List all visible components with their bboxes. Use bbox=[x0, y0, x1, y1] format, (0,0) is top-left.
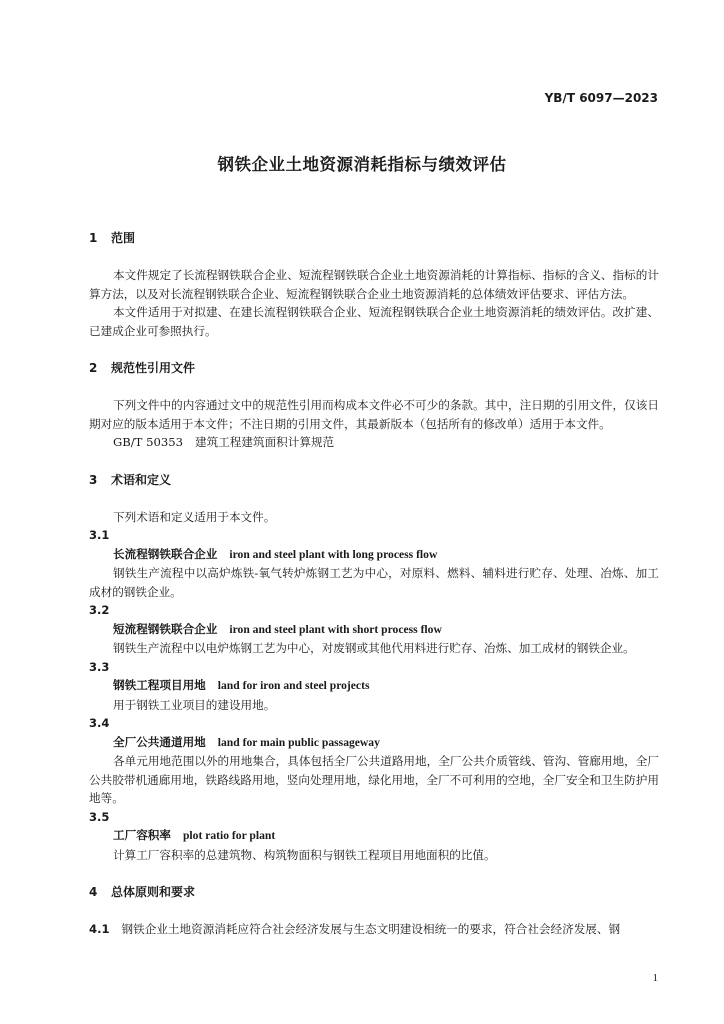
term-number: 3.3 bbox=[89, 659, 110, 674]
term-entry bbox=[89, 526, 659, 601]
section-title: 规范性引用文件 bbox=[111, 361, 196, 375]
term-entry bbox=[89, 601, 659, 658]
term-heading bbox=[89, 676, 659, 696]
term-en: land for main public passageway bbox=[217, 735, 380, 749]
clause-number: 4.1 bbox=[89, 922, 110, 936]
term-number: 3.2 bbox=[89, 603, 110, 617]
term-zh: 长流程钢铁联合企业 bbox=[113, 546, 218, 561]
section-heading-3 bbox=[89, 472, 659, 488]
term-number: 3.1 bbox=[89, 528, 110, 542]
standard-code: YB/T 6097—2023 bbox=[544, 91, 658, 105]
term-definition: 计算工厂容积率的总建筑物、构筑物面积与钢铁工程项目用地面积的比值。 bbox=[113, 847, 496, 862]
page-number: 1 bbox=[652, 972, 658, 984]
section-number: 2 bbox=[89, 361, 98, 375]
section-number: 1 bbox=[89, 231, 98, 245]
term-heading bbox=[89, 733, 659, 753]
paragraph: 下列文件中的内容通过文中的规范性引用而构成本文件必不可少的条款。其中，注日期的引用文件，仅该日期对应的版本适用于本文件；不注日期的引用文件，其最新版本（包括所有的修改单）适用于本文件。 bbox=[89, 398, 659, 431]
term-en: plot ratio for plant bbox=[182, 829, 276, 842]
term-number: 3.4 bbox=[89, 716, 110, 730]
term-zh: 短流程钢铁联合企业 bbox=[113, 621, 218, 636]
term-zh: 全厂公共通道用地 bbox=[113, 734, 206, 749]
paragraph: 下列术语和定义适用于本文件。 bbox=[113, 509, 276, 524]
clause bbox=[89, 920, 659, 939]
term-number: 3.5 bbox=[89, 809, 110, 824]
section-title: 总体原则和要求 bbox=[111, 885, 196, 899]
paragraph: 本文件适用于对拟建、在建长流程钢铁联合企业、短流程钢铁联合企业土地资源消耗的绩效评估。改扩建、已建成企业可参照执行。 bbox=[89, 305, 659, 338]
term-entry bbox=[89, 658, 659, 715]
term-definition: 钢铁生产流程中以电炉炼钢工艺为中心，对废钢或其他代用料进行贮存、冶炼、加工成材的钢铁企业。 bbox=[113, 641, 635, 655]
term-en: land for iron and steel projects bbox=[217, 679, 370, 692]
section-number: 3 bbox=[89, 472, 98, 487]
reference-code: GB/T 50353 bbox=[113, 435, 183, 449]
term-definition: 各单元用地范围以外的用地集合，具体包括全厂公共道路用地，全厂公共介质管线、管沟、管廊用地，全厂公共胶带机通廊用地，铁路线路用地，竖向处理用地，绿化用地，全厂不可利用的空地，全厂安全和卫生防护用地等。 bbox=[89, 754, 659, 805]
term-heading bbox=[89, 826, 659, 846]
section-heading-2 bbox=[89, 360, 659, 376]
term-en: iron and steel plant with long process flow bbox=[229, 547, 438, 561]
term-heading bbox=[89, 545, 659, 565]
section-heading-1 bbox=[89, 230, 659, 246]
section-number: 4 bbox=[89, 885, 98, 899]
term-definition: 钢铁生产流程中以高炉炼铁-氧气转炉炼钢工艺为中心，对原料、燃料、辅料进行贮存、处理、冶炼、加工成材的钢铁企业。 bbox=[89, 566, 659, 599]
term-definition: 用于钢铁工业项目的建设用地。 bbox=[113, 697, 276, 712]
term-entry bbox=[89, 714, 659, 808]
page-title: 钢铁企业土地资源消耗指标与绩效评估 bbox=[217, 155, 507, 174]
normative-reference bbox=[89, 433, 659, 452]
term-en: iron and steel plant with short process flow bbox=[229, 622, 442, 636]
reference-title: 建筑工程建筑面积计算规范 bbox=[195, 435, 335, 449]
term-zh: 工厂容积率 bbox=[113, 828, 171, 842]
section-heading-4 bbox=[89, 884, 659, 900]
term-zh: 钢铁工程项目用地 bbox=[113, 678, 206, 692]
clause-text: 钢铁企业土地资源消耗应符合社会经济发展与生态文明建设相统一的要求，符合社会经济发展、钢 bbox=[121, 922, 621, 936]
term-entry bbox=[89, 808, 659, 865]
section-title: 术语和定义 bbox=[111, 472, 172, 487]
section-title: 范围 bbox=[111, 231, 136, 245]
document-body bbox=[89, 230, 659, 939]
term-heading bbox=[89, 620, 659, 640]
paragraph: 本文件规定了长流程钢铁联合企业、短流程钢铁联合企业土地资源消耗的计算指标、指标的含义、指标的计算方法，以及对长流程钢铁联合企业、短流程钢铁联合企业土地资源消耗的总体绩效评估要求、评估方法。 bbox=[89, 268, 659, 301]
